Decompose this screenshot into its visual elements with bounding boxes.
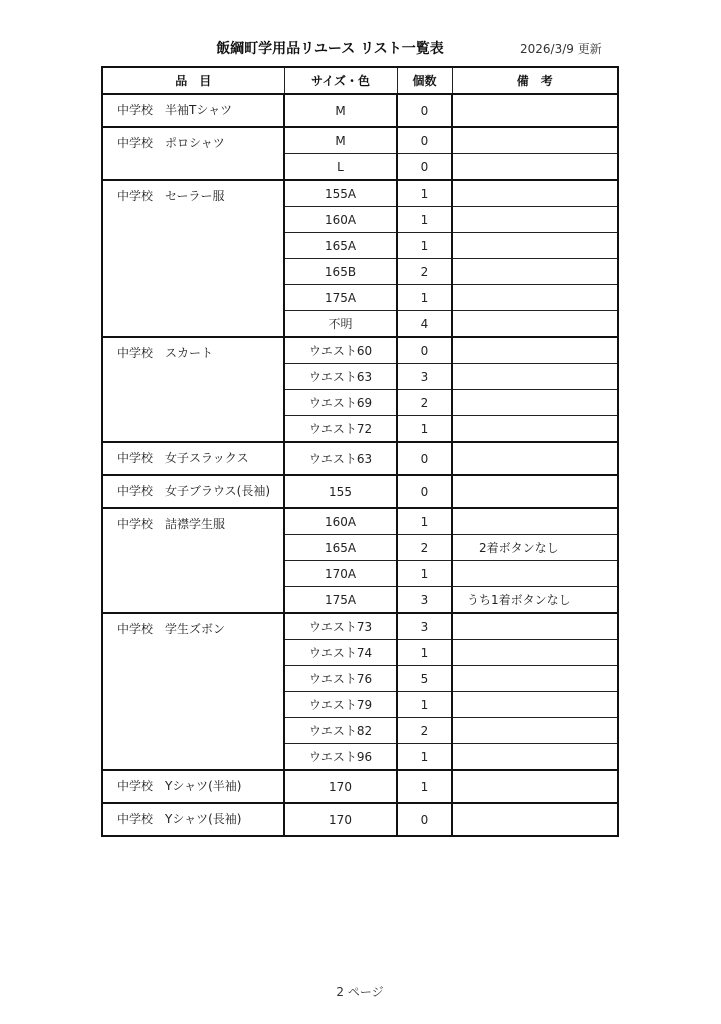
size-cell: ウエスト74 <box>284 640 397 666</box>
note-cell <box>452 442 618 475</box>
quantity-cell: 1 <box>397 508 452 535</box>
header-item: 品 目 <box>102 67 284 94</box>
item-name-cell: 中学校 女子ブラウス(長袖) <box>102 475 284 508</box>
quantity-cell: 1 <box>397 233 452 259</box>
quantity-cell: 1 <box>397 285 452 311</box>
size-cell: 155A <box>284 180 397 207</box>
note-cell: 2着ボタンなし <box>452 535 618 561</box>
size-cell: 不明 <box>284 311 397 338</box>
size-cell: 175A <box>284 587 397 614</box>
size-cell: ウエスト82 <box>284 718 397 744</box>
note-cell <box>452 207 618 233</box>
quantity-cell: 3 <box>397 587 452 614</box>
size-cell: M <box>284 94 397 127</box>
table-row <box>102 803 618 836</box>
quantity-cell: 3 <box>397 613 452 640</box>
note-cell <box>452 744 618 771</box>
quantity-cell: 2 <box>397 390 452 416</box>
size-cell: L <box>284 154 397 181</box>
item-name-cell: 中学校 スカート <box>102 337 284 442</box>
header-note: 備 考 <box>452 67 618 94</box>
table-row <box>102 337 618 364</box>
note-cell <box>452 416 618 443</box>
size-cell: 160A <box>284 508 397 535</box>
note-cell <box>452 803 618 836</box>
reuse-list-table <box>101 66 619 837</box>
table-header-row <box>102 67 618 94</box>
table-row <box>102 770 618 803</box>
table-body <box>102 94 618 836</box>
table-row <box>102 94 618 127</box>
note-cell <box>452 285 618 311</box>
size-cell: M <box>284 127 397 154</box>
note-cell <box>452 640 618 666</box>
quantity-cell: 0 <box>397 442 452 475</box>
size-cell: ウエスト79 <box>284 692 397 718</box>
header-qty: 個数 <box>397 67 452 94</box>
quantity-cell: 0 <box>397 94 452 127</box>
note-cell <box>452 364 618 390</box>
quantity-cell: 0 <box>397 803 452 836</box>
size-cell: ウエスト63 <box>284 442 397 475</box>
quantity-cell: 1 <box>397 640 452 666</box>
quantity-cell: 1 <box>397 770 452 803</box>
item-name-cell: 中学校 女子スラックス <box>102 442 284 475</box>
quantity-cell: 3 <box>397 364 452 390</box>
note-cell <box>452 770 618 803</box>
item-name-cell: 中学校 ポロシャツ <box>102 127 284 180</box>
table-row <box>102 508 618 535</box>
note-cell <box>452 718 618 744</box>
note-cell <box>452 180 618 207</box>
quantity-cell: 1 <box>397 180 452 207</box>
size-cell: ウエスト76 <box>284 666 397 692</box>
size-cell: 155 <box>284 475 397 508</box>
note-cell <box>452 692 618 718</box>
size-cell: 170 <box>284 770 397 803</box>
quantity-cell: 1 <box>397 561 452 587</box>
size-cell: 170A <box>284 561 397 587</box>
size-cell: 165A <box>284 233 397 259</box>
note-cell <box>452 561 618 587</box>
item-name-cell: 中学校 Yシャツ(半袖) <box>102 770 284 803</box>
note-cell <box>452 154 618 181</box>
size-cell: ウエスト73 <box>284 613 397 640</box>
item-name-cell: 中学校 半袖Tシャツ <box>102 94 284 127</box>
quantity-cell: 0 <box>397 127 452 154</box>
table-row <box>102 442 618 475</box>
header-size: サイズ・色 <box>284 67 397 94</box>
note-cell <box>452 233 618 259</box>
quantity-cell: 2 <box>397 718 452 744</box>
quantity-cell: 0 <box>397 475 452 508</box>
quantity-cell: 2 <box>397 259 452 285</box>
size-cell: ウエスト60 <box>284 337 397 364</box>
size-cell: 170 <box>284 803 397 836</box>
quantity-cell: 2 <box>397 535 452 561</box>
updated-date: 2026/3/9 更新 <box>520 42 602 56</box>
note-cell: うち1着ボタンなし <box>452 587 618 614</box>
note-cell <box>452 337 618 364</box>
table-row <box>102 127 618 154</box>
item-name-cell: 中学校 Yシャツ(長袖) <box>102 803 284 836</box>
quantity-cell: 1 <box>397 692 452 718</box>
note-cell <box>452 311 618 338</box>
size-cell: ウエスト63 <box>284 364 397 390</box>
quantity-cell: 1 <box>397 416 452 443</box>
size-cell: 165B <box>284 259 397 285</box>
quantity-cell: 5 <box>397 666 452 692</box>
note-cell <box>452 127 618 154</box>
document-title: 飯綱町学用品リユース リスト一覧表 <box>216 41 444 57</box>
note-cell <box>452 259 618 285</box>
item-name-cell: 中学校 学生ズボン <box>102 613 284 770</box>
size-cell: ウエスト72 <box>284 416 397 443</box>
item-name-cell: 中学校 セーラー服 <box>102 180 284 337</box>
table-row <box>102 180 618 207</box>
size-cell: 165A <box>284 535 397 561</box>
note-cell <box>452 390 618 416</box>
item-name-cell: 中学校 詰襟学生服 <box>102 508 284 613</box>
size-cell: ウエスト69 <box>284 390 397 416</box>
note-cell <box>452 508 618 535</box>
table-row <box>102 613 618 640</box>
page-number: 2 ページ <box>336 985 384 999</box>
note-cell <box>452 94 618 127</box>
note-cell <box>452 613 618 640</box>
note-cell <box>452 475 618 508</box>
quantity-cell: 0 <box>397 337 452 364</box>
note-cell <box>452 666 618 692</box>
quantity-cell: 1 <box>397 744 452 771</box>
size-cell: 175A <box>284 285 397 311</box>
quantity-cell: 0 <box>397 154 452 181</box>
quantity-cell: 4 <box>397 311 452 338</box>
size-cell: ウエスト96 <box>284 744 397 771</box>
size-cell: 160A <box>284 207 397 233</box>
quantity-cell: 1 <box>397 207 452 233</box>
table-row <box>102 475 618 508</box>
